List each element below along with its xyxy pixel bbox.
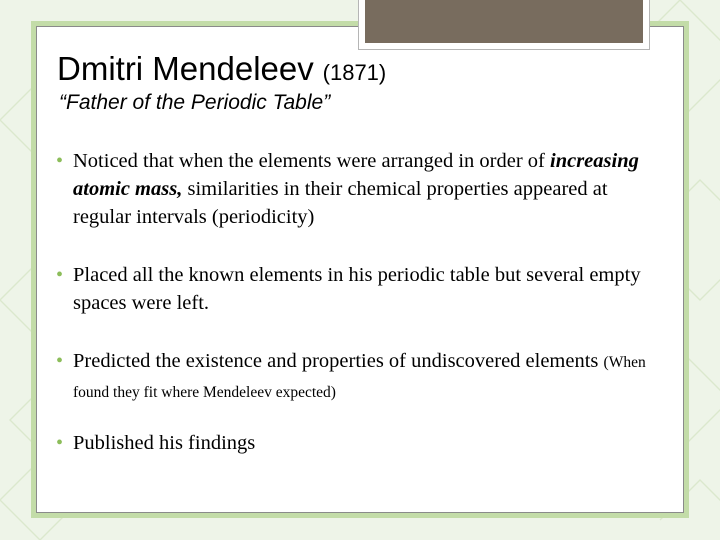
bullet-1-text-before: Noticed that when the elements were arranged in order of	[73, 150, 550, 172]
title-name: Dmitri Mendeleev	[57, 50, 314, 87]
bullet-2-text: Placed all the known elements in his periodic table but several empty spaces were left.	[73, 264, 641, 314]
title-tab-fill	[365, 0, 643, 43]
bullet-item-2	[56, 261, 656, 317]
bullet-item-3	[56, 347, 656, 407]
bullet-4-text: Published his findings	[73, 432, 256, 454]
bullet-list	[56, 147, 656, 457]
title-tab-decoration	[358, 0, 650, 50]
bullet-1-text-after: similarities in their chemical properties appeared at regular intervals (periodicity)	[73, 178, 608, 228]
title-year: (1871)	[322, 60, 387, 85]
bullet-item-4	[56, 429, 656, 457]
bullet-item-1	[56, 147, 656, 231]
slide-title	[57, 52, 386, 85]
bullet-1-emphasis: increasing atomic mass,	[73, 150, 639, 200]
bullet-3-note: (When found they fit where Mendeleev expected)	[73, 354, 646, 401]
bullet-3-text: Predicted the existence and properties of undiscovered elements	[73, 350, 604, 372]
slide-subtitle: “Father of the Periodic Table”	[59, 91, 331, 114]
